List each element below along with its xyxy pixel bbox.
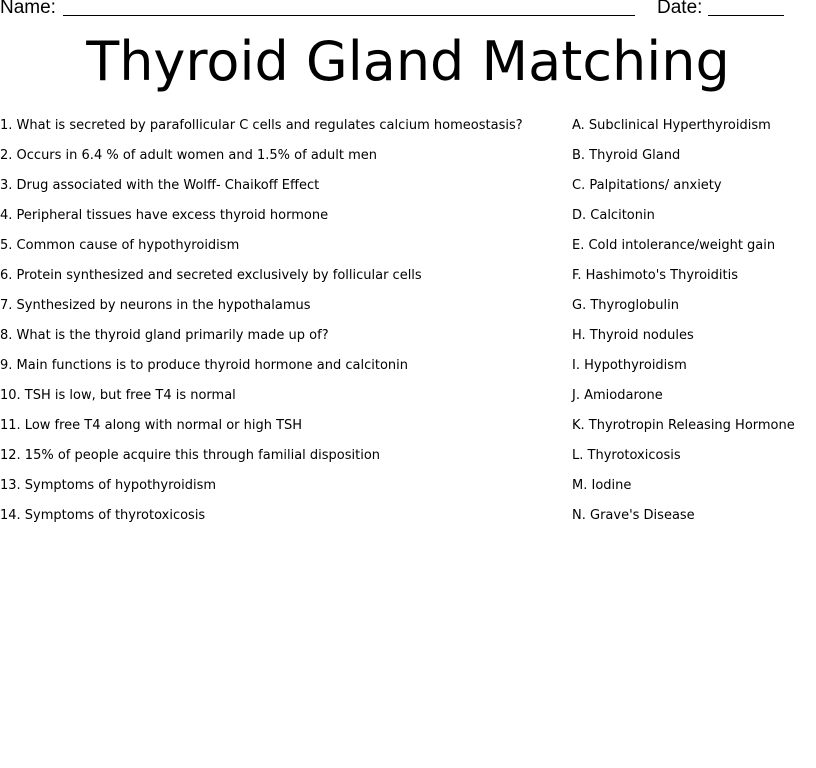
answer-item: C. Palpitations/ anxiety [572,178,722,193]
name-label: Name: [0,0,56,18]
page-title: Thyroid Gland Matching [86,30,730,93]
answer-item: K. Thyrotropin Releasing Hormone [572,418,795,433]
answer-item: M. Iodine [572,478,632,493]
answer-item: H. Thyroid nodules [572,328,694,343]
answer-item: I. Hypothyroidism [572,358,687,373]
name-blank[interactable] [63,15,635,16]
clue-item: 5. Common cause of hypothyroidism [0,238,240,253]
answer-item: D. Calcitonin [572,208,655,223]
answer-item: G. Thyroglobulin [572,298,679,313]
clue-list [0,116,560,536]
clue-item: 3. Drug associated with the Wolff- Chaikoff Effect [0,178,320,193]
clue-item: 12. 15% of people acquire this through familial disposition [0,448,381,463]
clue-item: 10. TSH is low, but free T4 is normal [0,388,236,403]
clue-item: 9. Main functions is to produce thyroid hormone and calcitonin [0,358,408,373]
clue-item: 11. Low free T4 along with normal or high TSH [0,418,303,433]
answer-item: E. Cold intolerance/weight gain [572,238,776,253]
worksheet-header [0,0,816,23]
answer-item: N. Grave's Disease [572,508,695,523]
clue-item: 2. Occurs in 6.4 % of adult women and 1.5% of adult men [0,148,378,163]
answer-item: B. Thyroid Gland [572,148,681,163]
clue-item: 14. Symptoms of thyrotoxicosis [0,508,206,523]
answer-item: J. Amiodarone [572,388,663,403]
answer-item: A. Subclinical Hyperthyroidism [572,118,771,133]
clue-item: 8. What is the thyroid gland primarily made up of? [0,328,329,343]
answer-list [572,116,812,536]
answer-item: F. Hashimoto's Thyroiditis [572,268,739,283]
clue-item: 13. Symptoms of hypothyroidism [0,478,217,493]
answer-item: L. Thyrotoxicosis [572,448,681,463]
clue-item: 1. What is secreted by parafollicular C cells and regulates calcium homeostasis? [0,118,523,133]
date-label: Date: [657,0,703,18]
clue-item: 7. Synthesized by neurons in the hypothalamus [0,298,311,313]
clue-item: 6. Protein synthesized and secreted exclusively by follicular cells [0,268,422,283]
clue-item: 4. Peripheral tissues have excess thyroid hormone [0,208,329,223]
date-blank[interactable] [708,15,784,16]
